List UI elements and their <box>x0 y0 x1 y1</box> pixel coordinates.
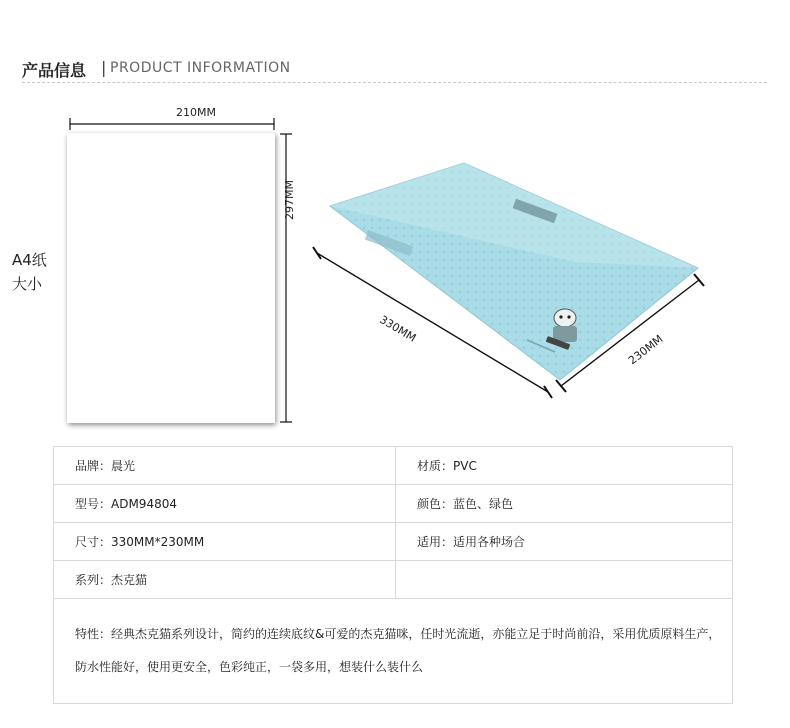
spec-material: 材质：PVC <box>396 447 733 485</box>
spec-color: 颜色：蓝色、绿色 <box>396 485 733 523</box>
spec-features <box>54 599 733 704</box>
features-line1: 特性：经典杰克猫系列设计，简约的连续底纹&可爱的杰克猫咪，任时光流逝，亦能立足于时尚前沿，采用优质原料生产， <box>75 627 721 641</box>
table-row <box>54 561 733 599</box>
spec-usage: 适用：适用各种场合 <box>396 523 733 561</box>
section-title-en: PRODUCT INFORMATION <box>110 60 291 76</box>
spec-size: 尺寸：330MM*230MM <box>54 523 396 561</box>
table-row <box>54 599 733 704</box>
features-line2: 防水性能好，使用更安全，色彩纯正，一袋多用，想装什么装什么 <box>75 660 424 674</box>
title-separator: | <box>101 58 107 77</box>
height-dimension-label: 297MM <box>283 180 296 220</box>
spec-table <box>53 446 733 704</box>
section-title-cn: 产品信息 <box>22 61 87 80</box>
folder-width-label: 230MM <box>626 332 666 368</box>
a4-label-line2: 大小 <box>12 275 43 293</box>
spec-empty <box>396 561 733 599</box>
folder-length-label: 330MM <box>377 313 419 345</box>
table-row <box>54 447 733 485</box>
a4-label-line1: A4纸 <box>12 251 47 269</box>
spec-series: 系列：杰克猫 <box>54 561 396 599</box>
width-dimension-label: 210MM <box>176 106 216 119</box>
table-row <box>54 523 733 561</box>
spec-model: 型号：ADM94804 <box>54 485 396 523</box>
table-row <box>54 485 733 523</box>
spec-brand: 品牌：晨光 <box>54 447 396 485</box>
